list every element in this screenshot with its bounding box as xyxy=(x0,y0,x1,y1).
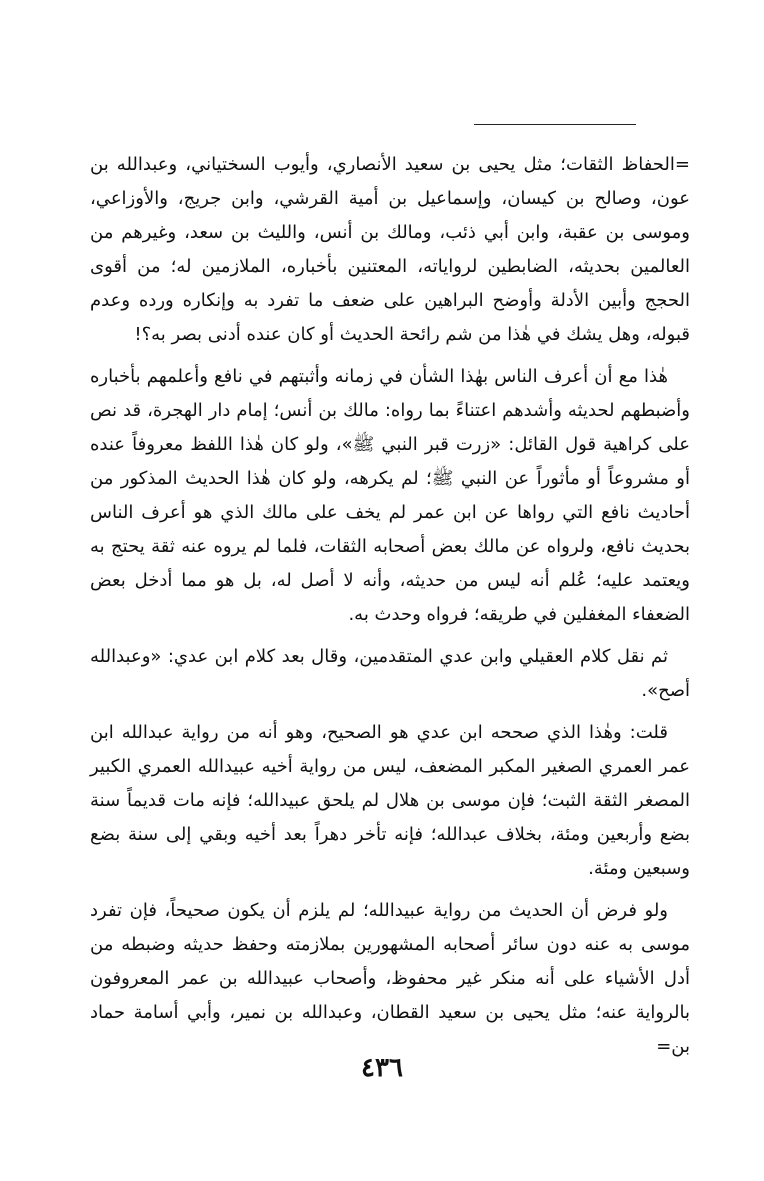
paragraph-uqayli: ثم نقل كلام العقيلي وابن عدي المتقدمين، وقال بعد كلام ابن عدي: «وعبدالله أصح». xyxy=(90,646,690,701)
page-number: ٤٣٦ xyxy=(361,1053,403,1083)
paragraph-law-furida: ولو فرض أن الحديث من رواية عبيدالله؛ لم يلزم أن يكون صحيحاً، فإن تفرد موسى به عنه دون سائر أصحابه المشهورين بملازمته وحفظ حديثه وضبطه من أدل الأشياء على أنه منكر غير محفوظ، وأصحاب عبيدالله بن عمر المعروفون بالرواية عنه؛ مثل يحيى بن سعيد القطان، وعبدالله بن نمير، وأبي أسامة حماد بن= xyxy=(90,900,690,1057)
paragraph-qultu: قلت: وهٰذا الذي صححه ابن عدي هو الصحيح، وهو أنه من رواية عبدالله ابن عمر العمري الصغير المكبر المضعف، ليس من رواية أخيه عبيدالله العمري الكبير المصغر الثقة الثبت؛ فإن موسى بن هلال لم يلحق عبيدالله؛ فإنه مات قديماً سنة بضع وأربعين ومئة، بخلاف عبدالله؛ فإنه تأخر دهراً بعد أخيه وبقي إلى سنة بضع وسبعين ومئة. xyxy=(90,722,690,879)
footnote-separator-rule xyxy=(474,124,636,125)
body-text xyxy=(90,148,690,1072)
paragraph-malik: هٰذا مع أن أعرف الناس بهٰذا الشأن في زمانه وأثبتهم في نافع وأعلمهم بأخباره وأضبطهم لحديثه وأشدهم اعتناءً بما رواه: مالك بن أنس؛ إمام دار الهجرة، قد نص على كراهية قول القائل: «زرت قبر النبي ﷺ»، ولو كان هٰذا اللفظ معروفاً عنده أو مشروعاً أو مأثوراً عن النبي ﷺ؛ لم يكرهه، ولو كان هٰذا الحديث المذكور من أحاديث نافع التي رواها عن ابن عمر لم يخف على مالك الذي هو أعرف الناس بحديث نافع، ولرواه عن مالك بعض أصحابه الثقات، فلما لم يروه عنه ثقة يحتج به ويعتمد عليه؛ عُلم أنه ليس من حديثه، وأنه لا أصل له، بل هو مما أدخل بعض الضعفاء المغفلين في طريقه؛ فرواه وحدث به. xyxy=(90,366,690,625)
paragraph-continuation: =الحفاظ الثقات؛ مثل يحيى بن سعيد الأنصاري، وأيوب السختياني، وعبدالله بن عون، وصالح بن كيسان، وإسماعيل بن أمية القرشي، وابن جريج، والأوزاعي، وموسى بن عقبة، وابن أبي ذئب، ومالك بن أنس، والليث بن سعد، وغيرهم من العالمين بحديثه، الضابطين لرواياته، المعتنين بأخباره، الملازمين له؛ من أقوى الحجج وأبين الأدلة وأوضح البراهين على ضعف ما تفرد به وإنكاره ورده وعدم قبوله، وهل يشك في هٰذا من شم رائحة الحديث أو كان عنده أدنى بصر به؟! xyxy=(90,154,690,345)
